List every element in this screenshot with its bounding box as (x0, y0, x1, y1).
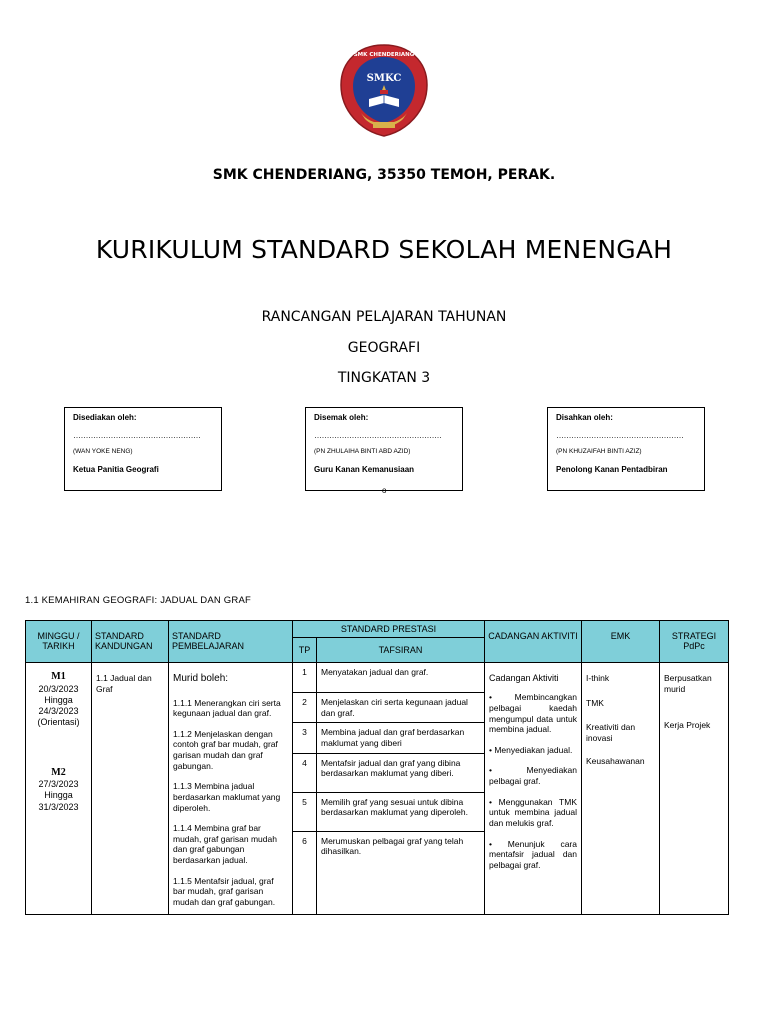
week-date: 31/3/2023 (38, 801, 79, 812)
sp-item: 1.1.4 Membina graf bar mudah, graf garisan mudah dan graf gabungan berdasarkan jadual. (173, 823, 277, 865)
tafsiran-text: Menjelaskan ciri serta kegunaan jadual dan graf. (317, 693, 485, 723)
form-level: TINGKATAN 3 (337, 370, 431, 386)
header-standard-kandungan: STANDARD KANDUNGAN (92, 621, 169, 663)
header-standard-pembelajaran: STANDARD PEMBELAJARAN (169, 621, 293, 663)
signature-box-prepared (64, 407, 222, 491)
strategi-item: Kerja Projek (664, 720, 711, 731)
sp-item: 1.1.3 Membina jadual berdasarkan maklumat yang diperoleh. (173, 781, 281, 813)
sp-item: 1.1.5 Mentafsir jadual, graf bar mudah, graf garisan mudah dan graf gabungan. (173, 875, 276, 907)
sp-item: 1.1.1 Menerangkan ciri serta kegunaan jadual dan graf. (173, 697, 281, 719)
aktiviti-item: • Menyediakan jadual. (489, 744, 573, 755)
signatory-role: Guru Kanan Kemanusiaan (314, 465, 415, 474)
cell-emk (582, 663, 660, 915)
tp-number: 5 (293, 792, 317, 831)
emk-item: Kreativiti dan inovasi (586, 722, 636, 743)
aktiviti-item: • Membincangkan pelbagai kaedah mengumpul data untuk membina jadual. (489, 692, 577, 735)
sp-intro: Murid boleh: (173, 673, 229, 684)
cell-strategi (660, 663, 729, 915)
week-date: (Orientasi) (37, 717, 80, 728)
header-tafsiran: TAFSIRAN (317, 638, 485, 663)
strategi-item: Berpusatkan murid (664, 673, 712, 694)
tp-number: 1 (293, 663, 317, 693)
signatory-name: (PN KHUZAIFAH BINTI AZIZ) (556, 448, 642, 455)
stray-mark: o (382, 486, 387, 495)
header-tp: TP (293, 638, 317, 663)
tp-number: 3 (293, 723, 317, 753)
school-name: SMK CHENDERIANG, 35350 TEMOH, PERAK. (212, 167, 556, 183)
header-minggu: MINGGU / TARIKH (26, 621, 92, 663)
signatory-name: (PN ZHULAIHA BINTI ABD AZID) (314, 448, 411, 455)
week-date: Hingga (44, 694, 73, 705)
signatory-role: Penolong Kanan Pentadbiran (556, 465, 668, 474)
tafsiran-text: Mentafsir jadual dan graf yang dibina berdasarkan maklumat yang diberi. (317, 753, 485, 792)
table-header-row (26, 621, 729, 638)
signature-label: Disediakan oleh: (73, 413, 137, 422)
svg-text:SMKC: SMKC (366, 73, 402, 84)
svg-text:SMK CHENDERIANG: SMK CHENDERIANG (353, 52, 415, 58)
table-row (26, 663, 729, 693)
header-strategi: STRATEGI PdPc (660, 621, 729, 663)
sp-item: 1.1.2 Menjelaskan dengan contoh graf bar mudah, graf garisan mudah dan graf gabungan. (173, 728, 278, 771)
signature-box-checked (305, 407, 463, 491)
cell-standard-pembelajaran (169, 663, 293, 915)
school-crest-logo (339, 43, 429, 138)
tp-number: 2 (293, 693, 317, 723)
lesson-plan-table (25, 620, 729, 915)
signature-label: Disahkan oleh: (556, 413, 613, 422)
header-cadangan-aktiviti: CADANGAN AKTIVITI (485, 621, 582, 663)
section-heading: 1.1 KEMAHIRAN GEOGRAFI: JADUAL DAN GRAF (25, 595, 251, 606)
aktiviti-item: • Menyediakan pelbagai graf. (489, 765, 577, 786)
tafsiran-text: Merumuskan pelbagai graf yang telah dihasilkan. (317, 831, 485, 914)
week-date: 27/3/2023 (38, 779, 79, 789)
document-title: KURIKULUM STANDARD SEKOLAH MENENGAH (95, 235, 673, 264)
tafsiran-text: Menyatakan jadual dan graf. (317, 663, 485, 693)
emk-item: I-think (586, 673, 610, 683)
signatory-name: (WAN YOKE NENG) (73, 448, 133, 455)
subject-name: GEOGRAFI (347, 340, 421, 356)
signature-label: Disemak oleh: (314, 413, 369, 422)
document-subtitle: RANCANGAN PELAJARAN TAHUNAN (261, 309, 507, 325)
signatory-role: Ketua Panitia Geografi (73, 465, 159, 474)
header-standard-prestasi: STANDARD PRESTASI (293, 621, 485, 638)
week-date: Hingga (44, 790, 73, 801)
week-label: M1 (51, 671, 66, 682)
signature-box-approved (547, 407, 705, 491)
signature-line: …………………………………………… (556, 431, 684, 440)
signature-line: …………………………………………… (314, 431, 442, 440)
cell-cadangan-aktiviti (485, 663, 582, 915)
week-date: 20/3/2023 (38, 683, 79, 694)
tafsiran-text: Membina jadual dan graf berdasarkan maklumat yang diberi (317, 723, 485, 753)
tafsiran-text: Memilih graf yang sesuai untuk dibina berdasarkan maklumat yang diperoleh. (317, 792, 485, 831)
signature-line: …………………………………………… (73, 431, 201, 440)
emk-item: Keusahawanan (586, 755, 645, 766)
aktiviti-title: Cadangan Aktiviti (489, 673, 559, 683)
cell-minggu (26, 663, 92, 915)
week-date: 24/3/2023 (38, 706, 79, 716)
emk-item: TMK (586, 697, 604, 708)
header-emk: EMK (582, 621, 660, 663)
tp-number: 4 (293, 753, 317, 792)
aktiviti-item: • Menggunakan TMK untuk membina jadual dan melukis graf. (489, 796, 577, 828)
week-label: M2 (51, 766, 66, 778)
tp-number: 6 (293, 831, 317, 914)
aktiviti-item: • Menunjuk cara mentafsir jadual dan pelbagai graf. (489, 838, 577, 870)
cell-standard-kandungan: 1.1 Jadual dan Graf (92, 663, 169, 915)
